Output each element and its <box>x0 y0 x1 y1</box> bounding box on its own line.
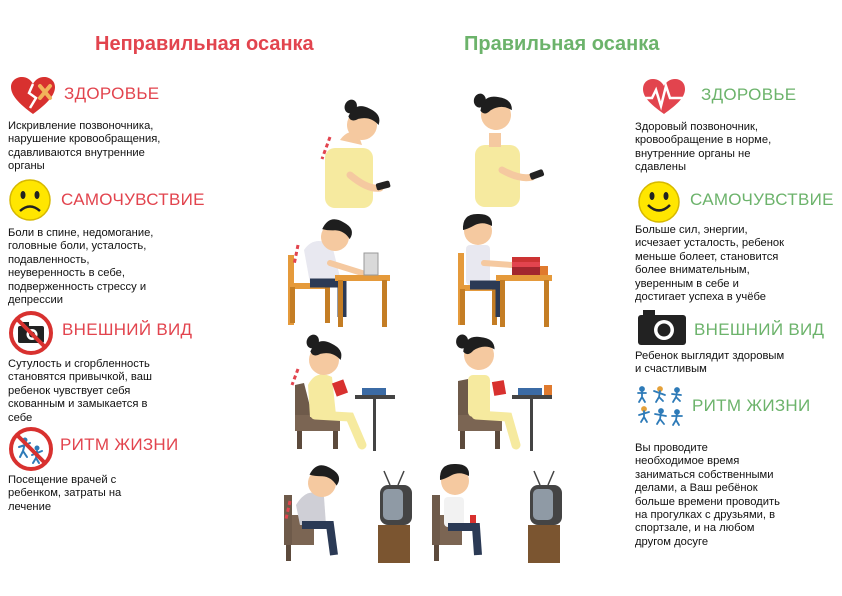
text-line: головные боли, усталость, <box>8 240 147 253</box>
activity-figures-icon <box>635 385 685 431</box>
text-line: лечение <box>8 500 52 513</box>
left-wellbeing-text <box>8 227 153 307</box>
text-line: исчезает усталость, ребенок <box>635 237 784 250</box>
text-line: Сутулость и сгорбленность <box>8 358 150 370</box>
good-posture-reading <box>454 334 552 451</box>
text-line: органы <box>8 160 45 173</box>
text-line: Больше сил, энергии, <box>635 224 748 236</box>
text-line: заниматься собственными <box>635 468 774 481</box>
text-line: сдавливаются внутренние <box>8 146 145 159</box>
right-wellbeing-text <box>635 224 784 304</box>
left-appearance-text <box>8 358 152 425</box>
text-line: подверженность стрессу и <box>8 280 147 293</box>
text-line: внутренние органы не <box>635 147 751 160</box>
good-posture-phone <box>470 93 544 207</box>
text-line: ребенком, затраты на <box>8 487 122 500</box>
bad-posture-phone <box>322 98 391 208</box>
text-line: делами, а Ваш ребёнок <box>635 482 758 495</box>
text-line: Искривление позвоночника, <box>8 120 154 132</box>
left-appearance-heading: ВНЕШНИЙ ВИД <box>62 320 193 339</box>
left-lifestyle-heading: РИТМ ЖИЗНИ <box>60 435 179 454</box>
text-line: более внимательным, <box>635 264 750 277</box>
left-lifestyle-text <box>8 474 121 514</box>
crossed-activity-icon <box>8 426 54 472</box>
text-line: становятся привычкой, ваш <box>8 371 152 384</box>
text-line: Посещение врачей с <box>8 474 117 486</box>
bad-posture-tv <box>284 461 412 563</box>
text-line: ребенок чувствует себя <box>8 384 131 397</box>
left-wellbeing-heading: САМОЧУВСТВИЕ <box>61 190 205 209</box>
text-line: сдавлены <box>635 161 686 174</box>
text-line: подавленность, <box>8 253 90 266</box>
text-line: и счастливым <box>635 363 707 376</box>
crossed-camera-icon <box>8 310 54 356</box>
text-line: Боли в спине, недомогание, <box>8 227 154 239</box>
right-lifestyle-text <box>635 442 780 549</box>
smiley-face-icon <box>637 180 681 224</box>
text-line: меньше болеет, становится <box>635 250 779 263</box>
sad-face-icon <box>8 178 52 222</box>
right-appearance-text <box>635 350 784 377</box>
posture-illustrations <box>280 85 610 575</box>
text-line: Здоровый позвоночник, <box>635 121 759 133</box>
text-line: неуверенность в себе, <box>8 267 125 280</box>
text-line: другом досуге <box>635 535 709 548</box>
left-health-text <box>8 120 160 174</box>
broken-heart-icon <box>10 76 56 116</box>
text-line: на прогулках с друзьями, в <box>635 509 776 522</box>
text-line: больше времени проводить <box>635 495 780 508</box>
right-health-heading: ЗДОРОВЬЕ <box>701 85 797 104</box>
text-line: уверенным в себе и <box>635 277 739 290</box>
bad-posture-reading <box>292 333 395 451</box>
heartbeat-heart-icon <box>635 78 693 116</box>
left-title: Неправильная осанка <box>95 33 314 55</box>
text-line: спортзале, и на любом <box>635 522 755 535</box>
good-posture-tv <box>432 464 562 563</box>
text-line: Вы проводите <box>635 442 708 454</box>
text-line: необходимое время <box>635 455 740 468</box>
text-line: Ребенок выглядит здоровым <box>635 350 785 362</box>
right-title: Правильная осанка <box>464 33 660 55</box>
left-health-heading: ЗДОРОВЬЕ <box>64 84 160 103</box>
text-line: скованным и замыкается в <box>8 398 148 411</box>
text-line: себе <box>8 411 33 424</box>
bad-posture-computer <box>288 215 390 327</box>
right-lifestyle-heading: РИТМ ЖИЗНИ <box>692 396 811 415</box>
camera-icon <box>637 308 687 346</box>
good-posture-computer <box>458 214 552 327</box>
right-wellbeing-heading: САМОЧУВСТВИЕ <box>690 190 834 209</box>
right-health-text <box>635 121 771 175</box>
text-line: кровообращение в норме, <box>635 134 772 147</box>
right-appearance-heading: ВНЕШНИЙ ВИД <box>694 320 825 339</box>
text-line: депрессии <box>8 294 63 307</box>
text-line: нарушение кровообращения, <box>8 133 161 146</box>
text-line: достигает успеха в учёбе <box>635 291 766 304</box>
